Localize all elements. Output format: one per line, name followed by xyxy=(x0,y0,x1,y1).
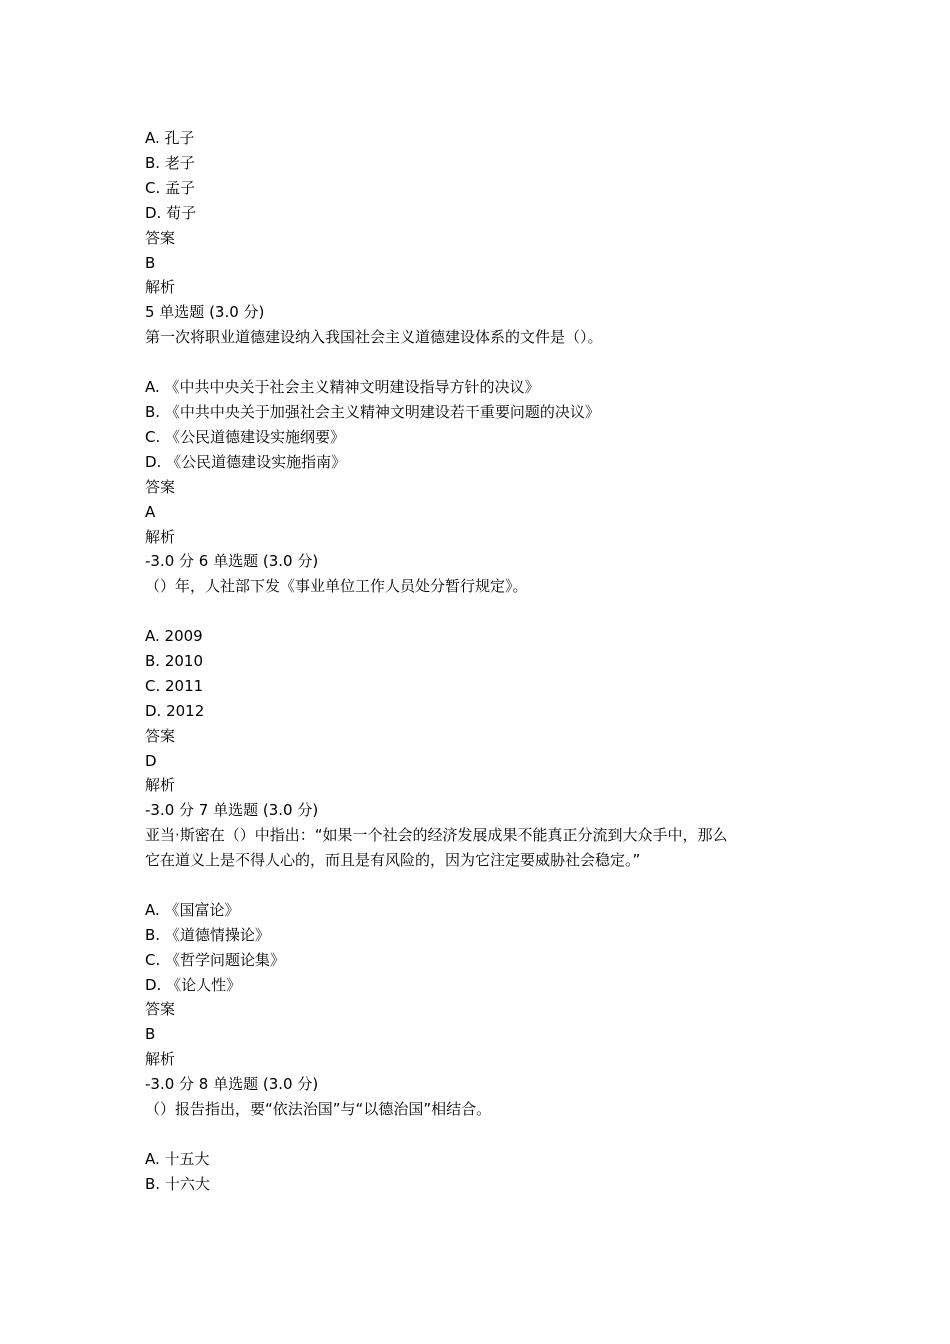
answer-label: 答案 xyxy=(145,727,176,745)
question-text: 第一次将职业道德建设纳入我国社会主义道德建设体系的文件是（）。 xyxy=(145,328,603,346)
answer-label: 答案 xyxy=(145,1000,176,1018)
question-header: -3.0 分 8 单选题 (3.0 分) xyxy=(145,1075,319,1093)
analysis-label: 解析 xyxy=(145,1050,176,1068)
question-text: 亚当·斯密在（）中指出：“如果一个社会的经济发展成果不能真正分流到大众手中，那么 xyxy=(145,826,728,844)
option-c: C. 2011 xyxy=(145,677,204,695)
option-b: B. 《中共中央关于加强社会主义精神文明建设若干重要问题的决议》 xyxy=(145,403,600,421)
option-d: D. 《论人性》 xyxy=(145,976,242,994)
question-text-continued: 它在道义上是不得人心的，而且是有风险的，因为它注定要威胁社会稳定。” xyxy=(145,851,641,869)
answer-value: A xyxy=(145,503,156,521)
question-header: 5 单选题 (3.0 分) xyxy=(145,303,265,321)
question-text: （）报告指出，要“依法治国”与“以德治国”相结合。 xyxy=(145,1100,492,1118)
analysis-label: 解析 xyxy=(145,278,176,296)
option-b: B. 2010 xyxy=(145,652,204,670)
question-text: （）年，人社部下发《事业单位工作人员处分暂行规定》。 xyxy=(145,577,528,595)
option-a: A. 2009 xyxy=(145,627,203,645)
question-header: -3.0 分 7 单选题 (3.0 分) xyxy=(145,801,319,819)
option-a: A. 《国富论》 xyxy=(145,901,240,919)
option-d: D. 2012 xyxy=(145,702,205,720)
option-d: D. 荀子 xyxy=(145,204,197,222)
option-b: B. 老子 xyxy=(145,154,195,172)
analysis-label: 解析 xyxy=(145,528,176,546)
option-c: C. 《哲学问题论集》 xyxy=(145,951,286,969)
option-c: C. 孟子 xyxy=(145,179,196,197)
answer-value: D xyxy=(145,752,157,770)
option-a: A. 十五大 xyxy=(145,1150,210,1168)
answer-label: 答案 xyxy=(145,478,176,496)
option-b: B. 十六大 xyxy=(145,1175,210,1193)
answer-value: B xyxy=(145,1025,156,1043)
question-header: -3.0 分 6 单选题 (3.0 分) xyxy=(145,552,319,570)
answer-label: 答案 xyxy=(145,229,176,247)
analysis-label: 解析 xyxy=(145,776,176,794)
option-a: A. 孔子 xyxy=(145,129,195,147)
answer-value: B xyxy=(145,254,156,272)
option-c: C. 《公民道德建设实施纲要》 xyxy=(145,428,346,446)
option-a: A. 《中共中央关于社会主义精神文明建设指导方针的决议》 xyxy=(145,378,540,396)
option-b: B. 《道德情操论》 xyxy=(145,926,270,944)
option-d: D. 《公民道德建设实施指南》 xyxy=(145,453,347,471)
